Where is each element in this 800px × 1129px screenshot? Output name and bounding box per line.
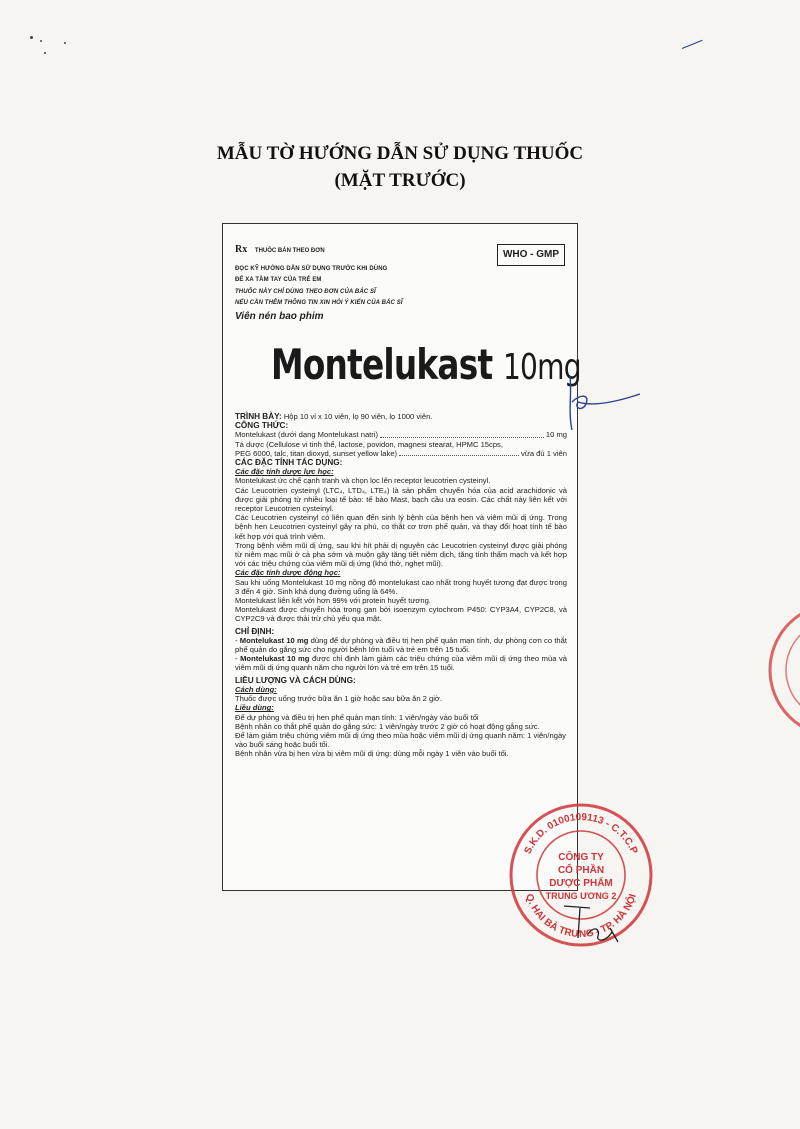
formula-excipients: Tá dược (Cellulose vi tinh thể, lactose, povidon, magnesi stearat, HPMC 15cps, — [235, 439, 503, 449]
warning-line: THUỐC NÀY CHỈ DÙNG THEO ĐƠN CỦA BÁC SĨ — [235, 289, 376, 295]
warning-line: NẾU CẦN THÊM THÔNG TIN XIN HỎI Ý KIẾN CỦA BÁC SĨ — [235, 300, 403, 306]
scan-speck — [40, 40, 42, 42]
paragraph: Montelukast ức chế cạnh tranh và chọn lọc lên receptor leucotrien cysteinyl. — [235, 476, 491, 486]
subsection-title: Cách dùng: — [235, 684, 277, 694]
paragraph: Bệnh nhân vừa bị hen vừa bị viêm mũi dị ứng: dùng mỗi ngày 1 viên vào buổi tối. — [235, 749, 509, 759]
stamp-line: CÔNG TY — [558, 852, 604, 863]
dosage-form: Viên nén bao phim — [235, 311, 324, 322]
paragraph: Thuốc được uống trước bữa ăn 1 giờ hoặc sau bữa ăn 2 giờ. — [235, 694, 443, 704]
page-subtitle: (MẶT TRƯỚC) — [334, 170, 466, 191]
scan-speck — [30, 36, 33, 39]
stamp-ring-bottom: Q. HAI BÀ TRƯNG - TP. HÀ NỘI — [523, 892, 639, 941]
page-title: MẪU TỜ HƯỚNG DẪN SỬ DỤNG THUỐC — [216, 143, 584, 164]
indication-product: Montelukast 10 mg — [240, 654, 310, 664]
signature-scribble — [560, 372, 650, 432]
formula-amount: 10 mg — [545, 430, 567, 440]
paragraph: Bệnh nhân co thắt phế quản do gắng sức: 1 viên/ngày trước 2 giờ có hoạt động gắng sức. — [235, 721, 540, 731]
section-title: CÔNG THỨC: — [235, 421, 289, 431]
indication-product: Montelukast 10 mg — [239, 635, 309, 645]
indication-text: dùng để dự phòng và điều trị hen phế quản mạn tính, dự phòng cơn co thắt phế quản do gắng sức cho người bệnh lớn tuổi và trẻ em trên 15 tuổi. — [235, 635, 567, 655]
paragraph: Các Leucotrien cysteinyl có liên quan đến sinh lý bệnh của bệnh hen và viêm mũi dị ứng. Trong bệnh hen Leucotrien cysteinyl gây ra phù, co thắt cơ trơn phế quản, và thay đổi hoạt tính tế bào kết hợp với quá trình viêm. — [235, 513, 567, 541]
formula-ingredient: Montelukast (dưới dạng Montelukast natri) — [235, 430, 379, 440]
rx-symbol: Rx — [235, 244, 248, 255]
indication-item: - Montelukast 10 mg dùng để dự phòng và điều trị hen phế quản mạn tính, dự phòng cơn co thắt phế quản do gắng sức cho người bệnh lớn tuổi và trẻ em trên 15 tuổi. — [235, 635, 567, 655]
scan-speck — [64, 42, 66, 44]
subsection-title: Các đặc tính dược động học: — [235, 568, 341, 578]
warning-line: ĐỌC KỸ HƯỚNG DẪN SỬ DỤNG TRƯỚC KHI DÙNG — [235, 266, 388, 272]
paragraph: Trong bệnh viêm mũi dị ứng, sau khi hít phải dị nguyên các Leucotrien cysteinyl được giải phóng từ niêm mạc mũi ở cả pha sớm và muộn gây tăng tiết niêm dịch, tăng tính thấm mạch và kết hợp với các triệu chứng của viêm mũi dị ứng (khó thở, nghẹt mũi). — [235, 540, 567, 569]
formula-row — [235, 449, 567, 458]
paragraph: Montelukast liên kết với hơn 99% với protein huyết tương. — [235, 596, 431, 606]
leaflet-body — [235, 412, 567, 759]
signature — [560, 898, 630, 948]
paragraph: Sau khi uống Montelukast 10 mg nồng độ montelukast cao nhất trong huyết tương đạt được trong 3 đến 4 giờ. Sinh khả dụng đường uống là 64%. — [235, 577, 567, 596]
section-title: CHỈ ĐỊNH: — [235, 626, 275, 636]
indication-text: được chỉ định làm giảm các triệu chứng của viêm mũi dị ứng theo mùa và viêm mũi dị ứng quanh năm cho người lớn và trẻ em trên 15 tuổi. — [235, 654, 568, 673]
subsection-title: Liều dùng: — [235, 703, 274, 713]
indication-item: - Montelukast 10 mg được chỉ định làm giảm các triệu chứng của viêm mũi dị ứng theo mùa và viêm mũi dị ứng quanh năm cho người lớn và trẻ em trên 15 tuổi. — [235, 654, 568, 673]
scan-speck — [44, 52, 46, 54]
paragraph: Montelukast được chuyển hóa trong gan bởi isoenzym cytochrom P450: CYP3A4, CYP2C8, và CYP2C9 và được thải trừ chủ yếu qua mật. — [235, 605, 567, 624]
stamp-line: DƯỢC PHẨM — [549, 878, 613, 889]
section-title: LIỀU LƯỢNG VÀ CÁCH DÙNG: — [235, 675, 356, 685]
rx-line — [235, 244, 325, 255]
presentation-text: Hộp 10 vỉ x 10 viên, lọ 90 viên, lọ 1000 viên. — [283, 412, 433, 421]
dot-leader — [399, 449, 519, 456]
stamp-ring-top: S.K.D. 0100109113 - C.T.C.P — [522, 811, 640, 856]
paragraph: Các Leucotrien cysteinyl (LTC₄, LTD₄, LTE₄) là sản phẩm chuyển hóa của acid arachidonic và được giải phóng từ nhiều loại tế bào: tế bào Mast, bạch cầu ưa eosin. Các chất này liên kết với receptor Leucotrien cysteinyl. — [235, 485, 567, 514]
section-title: CÁC ĐẶC TÍNH TÁC DỤNG: — [235, 458, 343, 468]
stamp-line: CỔ PHẦN — [557, 865, 605, 876]
paragraph: Để làm giảm triệu chứng viêm mũi dị ứng theo mùa hoặc viêm mũi dị ứng quanh năm: 1 viên/ngày vào buổi sáng hoặc buổi tối. — [235, 730, 566, 750]
warning-line: ĐỂ XA TẦM TAY CỦA TRẺ EM — [235, 277, 322, 283]
product-strength: 10mg — [502, 347, 581, 388]
rx-label: THUỐC BÁN THEO ĐƠN — [254, 248, 325, 254]
formula-amount: vừa đủ 1 viên — [520, 448, 567, 458]
document-header — [0, 140, 800, 194]
subsection-title: Các đặc tính dược lực học: — [235, 467, 334, 477]
product-name-text: Montelukast — [271, 340, 493, 389]
formula-ingredient: PEG 6000, talc, titan dioxyd, sunset yellow lake) — [235, 448, 398, 458]
pen-mark — [682, 40, 703, 49]
who-gmp-badge: WHO - GMP — [497, 244, 565, 266]
seal-edge-mark — [764, 590, 800, 750]
formula-row — [235, 430, 567, 439]
product-name — [271, 340, 581, 389]
dot-leader — [380, 430, 544, 437]
stamp-line: TRUNG ƯƠNG 2 — [545, 891, 617, 901]
paragraph: Để dự phòng và điều trị hen phế quản mạn tính: 1 viên/ngày vào buổi tối — [235, 712, 479, 722]
presentation-label: TRÌNH BÀY: — [235, 412, 282, 421]
